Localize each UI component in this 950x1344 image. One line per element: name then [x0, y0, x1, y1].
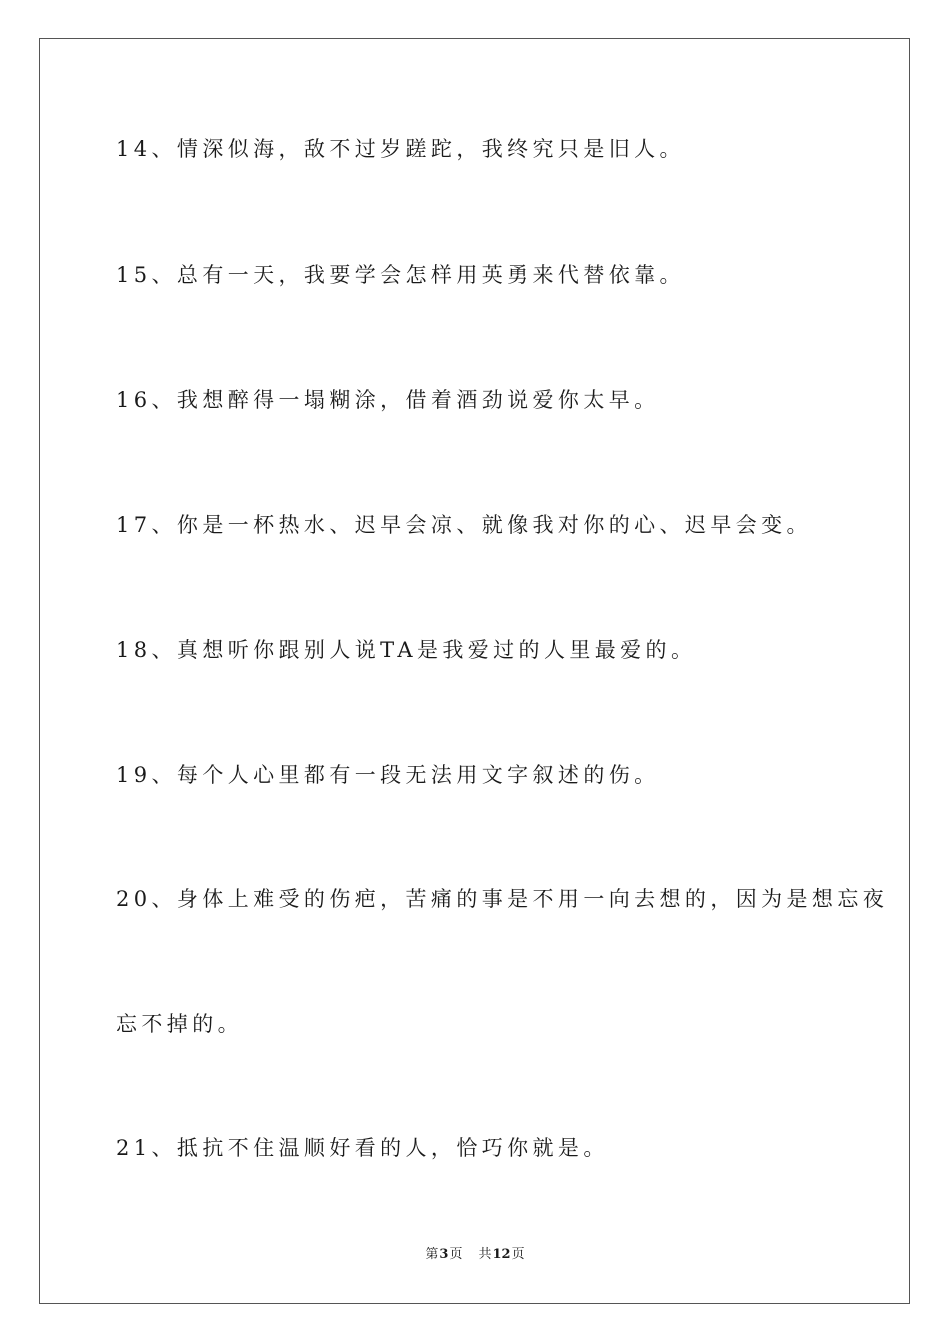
text-line: 16、我想醉得一塌糊涂，借着酒劲说爱你太早。 — [116, 388, 660, 412]
total-prefix: 共 — [478, 1247, 492, 1262]
page-prefix: 第 — [425, 1247, 439, 1262]
page-footer — [0, 1246, 950, 1264]
text-line: 20、身体上难受的伤疤，苦痛的事是不用一向去想的，因为是想忘夜 — [116, 887, 889, 911]
page-suffix: 页 — [449, 1247, 463, 1262]
total-suffix: 页 — [511, 1247, 525, 1262]
page-number: 3 — [439, 1247, 449, 1262]
text-line: 17、你是一杯热水、迟早会凉、就像我对你的心、迟早会变。 — [116, 513, 812, 537]
total-pages: 12 — [492, 1247, 511, 1262]
text-line: 忘不掉的。 — [116, 1012, 243, 1036]
page-border — [39, 38, 910, 1304]
text-line: 21、抵抗不住温顺好看的人，恰巧你就是。 — [116, 1136, 609, 1160]
text-line: 19、每个人心里都有一段无法用文字叙述的伤。 — [116, 763, 660, 787]
text-line: 14、情深似海，敌不过岁蹉跎，我终究只是旧人。 — [116, 137, 685, 161]
text-line: 18、真想听你跟别人说TA是我爱过的人里最爱的。 — [116, 638, 697, 662]
text-line: 15、总有一天，我要学会怎样用英勇来代替依靠。 — [116, 263, 685, 287]
